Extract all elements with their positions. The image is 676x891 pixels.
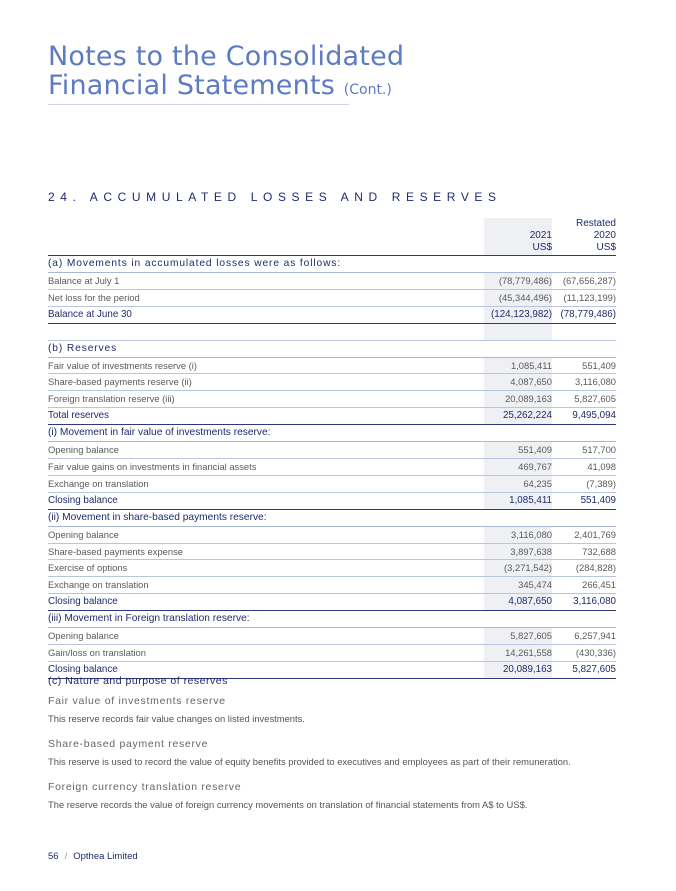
value-2020: 732,688 [552, 543, 616, 560]
section-i-heading: (i) Movement in fair value of investments reserve: [48, 425, 616, 442]
value-2020: 41,098 [552, 458, 616, 475]
page-number: 56 [48, 851, 59, 862]
total-row [48, 492, 616, 509]
value-2020: (67,656,287) [552, 272, 616, 289]
table-row [48, 644, 616, 661]
value-2021: 5,827,605 [484, 628, 552, 645]
total-2021: 4,087,650 [484, 594, 552, 611]
row-label: Foreign translation reserve (iii) [48, 391, 484, 408]
value-2021: (3,271,542) [484, 560, 552, 577]
total-2020: 9,495,094 [552, 408, 616, 425]
value-2021: 4,087,650 [484, 374, 552, 391]
table-row [48, 374, 616, 391]
value-2021: 20,089,163 [484, 391, 552, 408]
row-label: Net loss for the period [48, 289, 484, 306]
total-row [48, 594, 616, 611]
note-title: Foreign currency translation reserve [48, 781, 242, 793]
value-2020: 551,409 [552, 357, 616, 374]
table-row [48, 357, 616, 374]
table-row [48, 442, 616, 459]
note-title: Share-based payment reserve [48, 738, 209, 750]
value-2021: (45,344,496) [484, 289, 552, 306]
value-2021: 3,897,638 [484, 543, 552, 560]
table-row [48, 628, 616, 645]
page-title-line2-text: Financial Statements [48, 70, 335, 101]
total-2020: 3,116,080 [552, 594, 616, 611]
note-text: This reserve is used to record the value of equity benefits provided to executives and employees as part of their remuneration. [48, 756, 571, 767]
table-row [48, 458, 616, 475]
value-2020: (7,389) [552, 475, 616, 492]
section-i-heading-row [48, 425, 616, 442]
row-label: Opening balance [48, 628, 484, 645]
value-2020: (284,828) [552, 560, 616, 577]
note-title: Fair value of investments reserve [48, 695, 226, 707]
row-label: Gain/loss on translation [48, 644, 484, 661]
value-2020: 3,116,080 [552, 374, 616, 391]
value-2021: 64,235 [484, 475, 552, 492]
section-iii-heading: (iii) Movement in Foreign translation reserve: [48, 611, 616, 628]
row-label: Fair value gains on investments in financial assets [48, 458, 484, 475]
total-2021: 25,262,224 [484, 408, 552, 425]
row-label: Share-based payments reserve (ii) [48, 374, 484, 391]
section-b-heading-row [48, 340, 616, 357]
page-footer [48, 851, 138, 862]
total-row [48, 306, 616, 323]
value-2020: 517,700 [552, 442, 616, 459]
row-label: Fair value of investments reserve (i) [48, 357, 484, 374]
total-label: Balance at June 30 [48, 306, 484, 323]
table-row [48, 391, 616, 408]
total-label: Closing balance [48, 492, 484, 509]
section-a-heading: (a) Movements in accumulated losses were as follows: [48, 256, 616, 273]
value-2020: (11,123,199) [552, 289, 616, 306]
table-row [48, 272, 616, 289]
total-label: Closing balance [48, 661, 484, 678]
value-2021: 1,085,411 [484, 357, 552, 374]
row-label: Opening balance [48, 526, 484, 543]
row-label: Share-based payments expense [48, 543, 484, 560]
row-label: Exercise of options [48, 560, 484, 577]
note-text: This reserve records fair value changes on listed investments. [48, 713, 305, 724]
total-2021: 1,085,411 [484, 492, 552, 509]
total-label: Total reserves [48, 408, 484, 425]
notes-heading: (c) Nature and purpose of reserves [48, 675, 228, 687]
total-2020: (78,779,486) [552, 306, 616, 323]
value-2021: 3,116,080 [484, 526, 552, 543]
total-2020: 551,409 [552, 492, 616, 509]
row-label: Exchange on translation [48, 475, 484, 492]
page-title [48, 42, 404, 105]
value-2020: 2,401,769 [552, 526, 616, 543]
table-row [48, 526, 616, 543]
value-2021: 14,261,558 [484, 644, 552, 661]
total-2021: 20,089,163 [484, 661, 552, 678]
table-row [48, 543, 616, 560]
company-name: Opthea Limited [73, 851, 138, 862]
value-2021: 345,474 [484, 577, 552, 594]
total-2021: (124,123,982) [484, 306, 552, 323]
note-text: The reserve records the value of foreign currency movements on translation of financial statements from A$ to US$. [48, 799, 528, 810]
value-2021: (78,779,486) [484, 272, 552, 289]
section-heading: 24. ACCUMULATED LOSSES AND RESERVES [48, 190, 502, 204]
section-b-heading: (b) Reserves [48, 340, 616, 357]
spacer-row [48, 323, 616, 340]
footer-separator: / [64, 851, 68, 862]
header-unit-2020: US$ [552, 241, 616, 256]
header-restated: Restated [575, 218, 616, 229]
header-year-2021: 2021 [484, 230, 552, 242]
page-title-suffix: (Cont.) [343, 82, 392, 98]
table-header-row [48, 218, 616, 230]
value-2020: (430,336) [552, 644, 616, 661]
value-2020: 266,451 [552, 577, 616, 594]
header-unit-2021: US$ [484, 241, 552, 256]
table-row [48, 577, 616, 594]
table-header-row [48, 241, 616, 256]
section-iii-heading-row [48, 611, 616, 628]
value-2020: 6,257,941 [552, 628, 616, 645]
reserves-notes [48, 675, 628, 824]
total-label: Closing balance [48, 594, 484, 611]
table-header-row [48, 230, 616, 242]
value-2020: 5,827,605 [552, 391, 616, 408]
section-a-heading-row [48, 256, 616, 273]
value-2021: 469,767 [484, 458, 552, 475]
page-title-line2 [48, 71, 404, 105]
header-year-2020: 2020 [593, 229, 616, 241]
reserves-table [48, 218, 616, 679]
table-row [48, 475, 616, 492]
page-title-line1: Notes to the Consolidated [48, 41, 405, 72]
value-2021: 551,409 [484, 442, 552, 459]
section-ii-heading-row [48, 509, 616, 526]
table-row [48, 289, 616, 306]
row-label: Opening balance [48, 442, 484, 459]
row-label: Exchange on translation [48, 577, 484, 594]
total-row [48, 408, 616, 425]
section-ii-heading: (ii) Movement in share-based payments reserve: [48, 509, 616, 526]
total-2020: 5,827,605 [552, 661, 616, 678]
title-divider [48, 104, 349, 105]
table-row [48, 560, 616, 577]
row-label: Balance at July 1 [48, 272, 484, 289]
